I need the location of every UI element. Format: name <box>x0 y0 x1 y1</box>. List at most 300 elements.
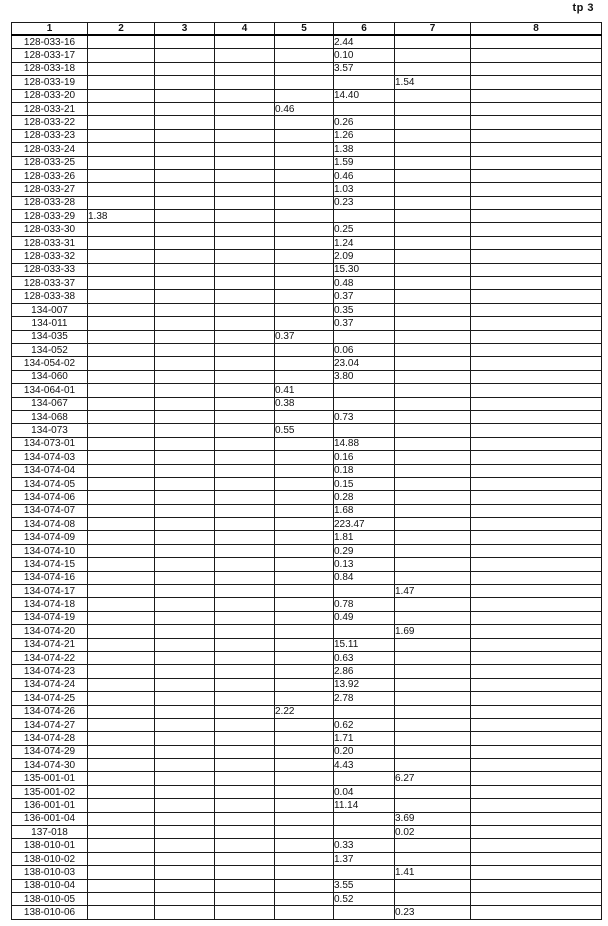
value-cell-col-7 <box>395 143 471 156</box>
row-id-cell: 138-010-04 <box>12 879 88 892</box>
value-cell-col-6: 0.29 <box>334 544 395 557</box>
table-row <box>12 384 602 397</box>
value-cell-col-8 <box>471 611 602 624</box>
value-cell-col-8 <box>471 330 602 343</box>
value-cell-col-3 <box>155 250 215 263</box>
value-cell-col-3 <box>155 759 215 772</box>
value-cell-col-3 <box>155 491 215 504</box>
value-cell-col-5 <box>275 343 334 356</box>
value-cell-col-3 <box>155 812 215 825</box>
value-cell-col-8 <box>471 692 602 705</box>
value-cell-col-5 <box>275 437 334 450</box>
value-cell-col-7 <box>395 651 471 664</box>
row-id-cell: 128-033-27 <box>12 183 88 196</box>
value-cell-col-3 <box>155 49 215 62</box>
value-cell-col-3 <box>155 772 215 785</box>
value-cell-col-8 <box>471 906 602 919</box>
table-row <box>12 397 602 410</box>
value-cell-col-2 <box>88 384 155 397</box>
value-cell-col-4 <box>215 303 275 316</box>
value-cell-col-5: 0.37 <box>275 330 334 343</box>
value-cell-col-8 <box>471 531 602 544</box>
value-cell-col-3 <box>155 263 215 276</box>
value-cell-col-3 <box>155 585 215 598</box>
value-cell-col-5 <box>275 277 334 290</box>
value-cell-col-7 <box>395 196 471 209</box>
value-cell-col-7 <box>395 477 471 490</box>
value-cell-col-6: 0.26 <box>334 116 395 129</box>
table-row <box>12 303 602 316</box>
table-row <box>12 49 602 62</box>
value-cell-col-3 <box>155 210 215 223</box>
value-cell-col-7 <box>395 544 471 557</box>
table-row <box>12 451 602 464</box>
value-cell-col-4 <box>215 343 275 356</box>
value-cell-col-5 <box>275 879 334 892</box>
row-id-cell: 137-018 <box>12 826 88 839</box>
value-cell-col-8 <box>471 143 602 156</box>
value-cell-col-2 <box>88 812 155 825</box>
value-cell-col-3 <box>155 437 215 450</box>
row-id-cell: 128-033-26 <box>12 169 88 182</box>
table-row <box>12 558 602 571</box>
row-id-cell: 134-074-22 <box>12 651 88 664</box>
row-id-cell: 134-073-01 <box>12 437 88 450</box>
value-cell-col-7: 6.27 <box>395 772 471 785</box>
value-cell-col-3 <box>155 35 215 49</box>
value-cell-col-8 <box>471 638 602 651</box>
value-cell-col-8 <box>471 437 602 450</box>
table-row <box>12 89 602 102</box>
value-cell-col-6 <box>334 210 395 223</box>
table-row <box>12 35 602 49</box>
value-cell-col-7 <box>395 785 471 798</box>
value-cell-col-5 <box>275 785 334 798</box>
value-cell-col-6: 0.37 <box>334 317 395 330</box>
value-cell-col-7 <box>395 303 471 316</box>
value-cell-col-6: 0.10 <box>334 49 395 62</box>
value-cell-col-7 <box>395 330 471 343</box>
value-cell-col-3 <box>155 370 215 383</box>
value-cell-col-8 <box>471 785 602 798</box>
value-cell-col-7 <box>395 437 471 450</box>
value-cell-col-4 <box>215 759 275 772</box>
value-cell-col-4 <box>215 585 275 598</box>
value-cell-col-6 <box>334 76 395 89</box>
value-cell-col-4 <box>215 598 275 611</box>
table-row <box>12 812 602 825</box>
row-id-cell: 128-033-31 <box>12 236 88 249</box>
value-cell-col-2 <box>88 464 155 477</box>
value-cell-col-6 <box>334 906 395 919</box>
value-cell-col-7 <box>395 839 471 852</box>
value-cell-col-5 <box>275 718 334 731</box>
table-row <box>12 518 602 531</box>
value-cell-col-4 <box>215 397 275 410</box>
value-cell-col-4 <box>215 718 275 731</box>
value-cell-col-3 <box>155 89 215 102</box>
table-row <box>12 370 602 383</box>
value-cell-col-8 <box>471 558 602 571</box>
value-cell-col-2 <box>88 437 155 450</box>
value-cell-col-2 <box>88 585 155 598</box>
value-cell-col-7: 1.54 <box>395 76 471 89</box>
value-cell-col-8 <box>471 49 602 62</box>
value-cell-col-8 <box>471 852 602 865</box>
value-cell-col-2 <box>88 678 155 691</box>
value-cell-col-3 <box>155 223 215 236</box>
value-cell-col-6 <box>334 384 395 397</box>
value-cell-col-6 <box>334 330 395 343</box>
value-cell-col-7 <box>395 491 471 504</box>
table-row <box>12 437 602 450</box>
value-cell-col-5 <box>275 585 334 598</box>
table-row <box>12 317 602 330</box>
table-row <box>12 183 602 196</box>
table-row <box>12 357 602 370</box>
value-cell-col-8 <box>471 477 602 490</box>
value-cell-col-2 <box>88 89 155 102</box>
value-cell-col-4 <box>215 410 275 423</box>
value-cell-col-2 <box>88 370 155 383</box>
row-id-cell: 128-033-25 <box>12 156 88 169</box>
value-cell-col-4 <box>215 531 275 544</box>
row-id-cell: 134-074-26 <box>12 705 88 718</box>
value-cell-col-4 <box>215 906 275 919</box>
value-cell-col-5 <box>275 370 334 383</box>
value-cell-col-3 <box>155 625 215 638</box>
value-cell-col-8 <box>471 196 602 209</box>
value-cell-col-2 <box>88 544 155 557</box>
value-cell-col-5 <box>275 799 334 812</box>
value-cell-col-4 <box>215 156 275 169</box>
value-cell-col-4 <box>215 196 275 209</box>
row-id-cell: 128-033-38 <box>12 290 88 303</box>
value-cell-col-6: 2.78 <box>334 692 395 705</box>
row-id-cell: 128-033-33 <box>12 263 88 276</box>
row-id-cell: 128-033-28 <box>12 196 88 209</box>
value-cell-col-5 <box>275 290 334 303</box>
table-row <box>12 196 602 209</box>
value-cell-col-8 <box>471 303 602 316</box>
table-row <box>12 236 602 249</box>
value-cell-col-6: 1.81 <box>334 531 395 544</box>
row-id-cell: 128-033-18 <box>12 62 88 75</box>
value-cell-col-2 <box>88 893 155 906</box>
value-cell-col-7 <box>395 277 471 290</box>
value-cell-col-3 <box>155 732 215 745</box>
table-row <box>12 116 602 129</box>
value-cell-col-7 <box>395 102 471 115</box>
value-cell-col-7 <box>395 357 471 370</box>
value-cell-col-4 <box>215 210 275 223</box>
value-cell-col-8 <box>471 759 602 772</box>
value-cell-col-5 <box>275 571 334 584</box>
value-cell-col-5 <box>275 35 334 49</box>
table-row <box>12 785 602 798</box>
table-row <box>12 424 602 437</box>
value-cell-col-6: 2.09 <box>334 250 395 263</box>
value-cell-col-2 <box>88 665 155 678</box>
row-id-cell: 128-033-37 <box>12 277 88 290</box>
table-row <box>12 826 602 839</box>
value-cell-col-6: 0.25 <box>334 223 395 236</box>
value-cell-col-3 <box>155 464 215 477</box>
value-cell-col-4 <box>215 330 275 343</box>
value-cell-col-4 <box>215 451 275 464</box>
value-cell-col-3 <box>155 290 215 303</box>
table-row <box>12 277 602 290</box>
value-cell-col-6: 3.55 <box>334 879 395 892</box>
row-id-cell: 134-074-20 <box>12 625 88 638</box>
value-cell-col-7 <box>395 678 471 691</box>
value-cell-col-5 <box>275 303 334 316</box>
value-cell-col-5 <box>275 236 334 249</box>
value-cell-col-2 <box>88 451 155 464</box>
row-id-cell: 128-033-20 <box>12 89 88 102</box>
value-cell-col-6: 2.86 <box>334 665 395 678</box>
value-cell-col-6 <box>334 102 395 115</box>
value-cell-col-6: 14.88 <box>334 437 395 450</box>
value-cell-col-5 <box>275 839 334 852</box>
value-cell-col-3 <box>155 410 215 423</box>
row-id-cell: 134-074-15 <box>12 558 88 571</box>
value-cell-col-4 <box>215 129 275 142</box>
row-id-cell: 135-001-01 <box>12 772 88 785</box>
value-cell-col-3 <box>155 718 215 731</box>
row-id-cell: 135-001-02 <box>12 785 88 798</box>
value-cell-col-5 <box>275 732 334 745</box>
value-cell-col-7 <box>395 397 471 410</box>
value-cell-col-5 <box>275 62 334 75</box>
value-cell-col-8 <box>471 277 602 290</box>
value-cell-col-4 <box>215 116 275 129</box>
column-header: 4 <box>215 23 275 36</box>
value-cell-col-4 <box>215 35 275 49</box>
row-id-cell: 134-074-17 <box>12 585 88 598</box>
table-row <box>12 343 602 356</box>
value-cell-col-8 <box>471 718 602 731</box>
value-cell-col-8 <box>471 544 602 557</box>
value-cell-col-7 <box>395 852 471 865</box>
column-header: 5 <box>275 23 334 36</box>
table-row <box>12 210 602 223</box>
table-row <box>12 571 602 584</box>
row-id-cell: 134-074-03 <box>12 451 88 464</box>
value-cell-col-8 <box>471 410 602 423</box>
value-cell-col-4 <box>215 384 275 397</box>
row-id-cell: 134-054-02 <box>12 357 88 370</box>
row-id-cell: 134-035 <box>12 330 88 343</box>
value-cell-col-6: 0.52 <box>334 893 395 906</box>
value-cell-col-2 <box>88 638 155 651</box>
value-cell-col-4 <box>215 705 275 718</box>
value-cell-col-2 <box>88 852 155 865</box>
value-cell-col-7 <box>395 893 471 906</box>
value-cell-col-6: 0.37 <box>334 290 395 303</box>
value-cell-col-2 <box>88 651 155 664</box>
value-cell-col-7 <box>395 558 471 571</box>
value-cell-col-4 <box>215 504 275 517</box>
value-cell-col-5 <box>275 745 334 758</box>
value-cell-col-2 <box>88 49 155 62</box>
value-cell-col-6: 1.26 <box>334 129 395 142</box>
value-cell-col-5: 2.22 <box>275 705 334 718</box>
value-cell-col-2: 1.38 <box>88 210 155 223</box>
row-id-cell: 136-001-04 <box>12 812 88 825</box>
value-cell-col-2 <box>88 76 155 89</box>
value-cell-col-8 <box>471 210 602 223</box>
value-cell-col-7: 1.69 <box>395 625 471 638</box>
value-cell-col-2 <box>88 250 155 263</box>
value-cell-col-5 <box>275 317 334 330</box>
row-id-cell: 134-074-09 <box>12 531 88 544</box>
table-row <box>12 169 602 182</box>
value-cell-col-3 <box>155 102 215 115</box>
value-cell-col-2 <box>88 424 155 437</box>
row-id-cell: 128-033-32 <box>12 250 88 263</box>
data-table <box>11 22 602 920</box>
value-cell-col-6: 15.30 <box>334 263 395 276</box>
value-cell-col-8 <box>471 236 602 249</box>
value-cell-col-6: 0.49 <box>334 611 395 624</box>
value-cell-col-6: 1.03 <box>334 183 395 196</box>
value-cell-col-6: 0.48 <box>334 277 395 290</box>
value-cell-col-8 <box>471 451 602 464</box>
value-cell-col-7 <box>395 343 471 356</box>
page-number-label: tp 3 <box>572 2 594 14</box>
value-cell-col-3 <box>155 665 215 678</box>
value-cell-col-6: 14.40 <box>334 89 395 102</box>
value-cell-col-6: 0.13 <box>334 558 395 571</box>
value-cell-col-8 <box>471 343 602 356</box>
value-cell-col-2 <box>88 317 155 330</box>
value-cell-col-3 <box>155 678 215 691</box>
value-cell-col-6: 1.68 <box>334 504 395 517</box>
value-cell-col-8 <box>471 223 602 236</box>
table-row <box>12 143 602 156</box>
value-cell-col-8 <box>471 826 602 839</box>
value-cell-col-4 <box>215 437 275 450</box>
value-cell-col-2 <box>88 116 155 129</box>
value-cell-col-3 <box>155 839 215 852</box>
value-cell-col-2 <box>88 491 155 504</box>
value-cell-col-2 <box>88 718 155 731</box>
row-id-cell: 134-074-18 <box>12 598 88 611</box>
value-cell-col-4 <box>215 62 275 75</box>
value-cell-col-5 <box>275 210 334 223</box>
value-cell-col-7 <box>395 799 471 812</box>
value-cell-col-8 <box>471 464 602 477</box>
value-cell-col-6: 23.04 <box>334 357 395 370</box>
value-cell-col-3 <box>155 651 215 664</box>
column-header: 8 <box>471 23 602 36</box>
value-cell-col-6 <box>334 585 395 598</box>
value-cell-col-5 <box>275 625 334 638</box>
value-cell-col-7 <box>395 531 471 544</box>
value-cell-col-8 <box>471 169 602 182</box>
value-cell-col-8 <box>471 424 602 437</box>
table-row <box>12 62 602 75</box>
table-row <box>12 879 602 892</box>
value-cell-col-8 <box>471 384 602 397</box>
value-cell-col-3 <box>155 62 215 75</box>
value-cell-col-2 <box>88 839 155 852</box>
table-row <box>12 156 602 169</box>
value-cell-col-6 <box>334 812 395 825</box>
value-cell-col-6: 3.80 <box>334 370 395 383</box>
value-cell-col-2 <box>88 102 155 115</box>
table-row <box>12 705 602 718</box>
value-cell-col-2 <box>88 397 155 410</box>
table-row <box>12 718 602 731</box>
value-cell-col-8 <box>471 263 602 276</box>
value-cell-col-6: 1.59 <box>334 156 395 169</box>
row-id-cell: 128-033-17 <box>12 49 88 62</box>
value-cell-col-3 <box>155 571 215 584</box>
value-cell-col-3 <box>155 330 215 343</box>
value-cell-col-5 <box>275 89 334 102</box>
table-row <box>12 866 602 879</box>
value-cell-col-8 <box>471 317 602 330</box>
value-cell-col-4 <box>215 772 275 785</box>
value-cell-col-6 <box>334 625 395 638</box>
value-cell-col-2 <box>88 143 155 156</box>
value-cell-col-2 <box>88 504 155 517</box>
value-cell-col-5 <box>275 893 334 906</box>
value-cell-col-3 <box>155 879 215 892</box>
value-cell-col-4 <box>215 625 275 638</box>
row-id-cell: 128-033-19 <box>12 76 88 89</box>
value-cell-col-6: 0.78 <box>334 598 395 611</box>
value-cell-col-2 <box>88 410 155 423</box>
value-cell-col-8 <box>471 370 602 383</box>
value-cell-col-5 <box>275 692 334 705</box>
value-cell-col-3 <box>155 76 215 89</box>
value-cell-col-8 <box>471 745 602 758</box>
value-cell-col-7 <box>395 464 471 477</box>
value-cell-col-2 <box>88 799 155 812</box>
value-cell-col-8 <box>471 732 602 745</box>
value-cell-col-3 <box>155 906 215 919</box>
value-cell-col-5 <box>275 491 334 504</box>
value-cell-col-6: 0.84 <box>334 571 395 584</box>
table-row <box>12 263 602 276</box>
value-cell-col-8 <box>471 571 602 584</box>
value-cell-col-3 <box>155 169 215 182</box>
table-row <box>12 745 602 758</box>
value-cell-col-5 <box>275 665 334 678</box>
value-cell-col-7 <box>395 250 471 263</box>
value-cell-col-8 <box>471 76 602 89</box>
value-cell-col-5 <box>275 866 334 879</box>
value-cell-col-7: 3.69 <box>395 812 471 825</box>
value-cell-col-8 <box>471 89 602 102</box>
value-cell-col-2 <box>88 343 155 356</box>
value-cell-col-4 <box>215 263 275 276</box>
table-row <box>12 893 602 906</box>
value-cell-col-3 <box>155 116 215 129</box>
value-cell-col-7 <box>395 759 471 772</box>
row-id-cell: 134-074-29 <box>12 745 88 758</box>
value-cell-col-5 <box>275 223 334 236</box>
row-id-cell: 134-074-06 <box>12 491 88 504</box>
value-cell-col-6: 0.28 <box>334 491 395 504</box>
row-id-cell: 134-074-08 <box>12 518 88 531</box>
value-cell-col-7 <box>395 236 471 249</box>
value-cell-col-4 <box>215 143 275 156</box>
value-cell-col-8 <box>471 879 602 892</box>
